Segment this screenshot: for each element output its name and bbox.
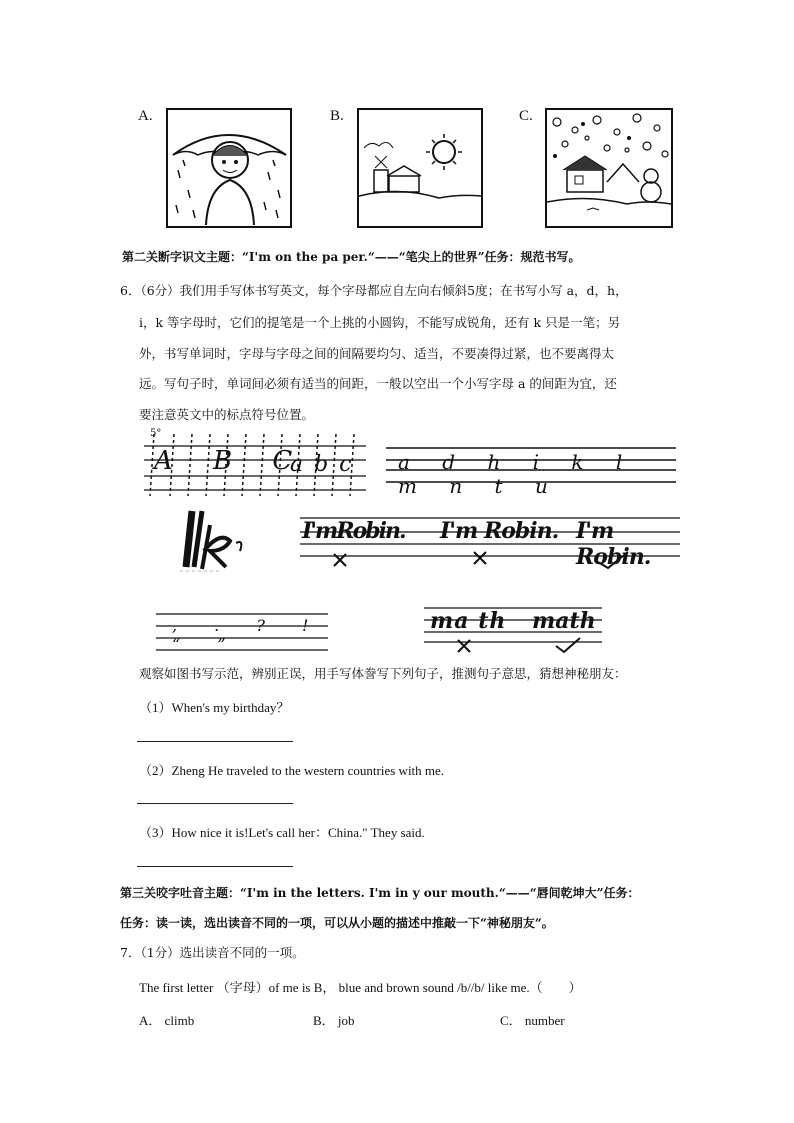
answer-line-1[interactable]	[137, 741, 293, 742]
k-stroke-sample	[180, 505, 252, 575]
capital-abc-text: A B C	[154, 446, 309, 476]
q6-line-1: 6．（6分）我们用手写体书写英文，每个字母都应自左向右倾斜5度；在书写小写 a，d，h，	[120, 283, 628, 298]
capital-letters-sample	[144, 428, 366, 498]
q6-sub1: （1）When's my birthday？	[139, 700, 290, 715]
q6-sub3: （3）How nice it is!Let's call her：China." They said.	[139, 825, 425, 840]
q7-stem: The first letter （字母）of me is B， blue and brown sound /b//b/ like me.（ ）	[139, 980, 582, 995]
math-correct: math	[532, 608, 596, 634]
lowercase-text: a d h i k l m n t u	[398, 450, 636, 498]
section3-heading: 第三关咬字吐音主题：“I'm in the letters. I'm in y our mouth.“——“唇间乾坤大”任务：	[120, 886, 640, 900]
option-a-label: A.	[138, 108, 153, 124]
robin-wrong-1: I'mRobin.	[302, 518, 405, 544]
punctuation-sample	[156, 612, 328, 652]
slant-angle-label: 5°	[150, 428, 162, 439]
snowy-house-drawing	[547, 110, 671, 226]
robin-sentence-sample	[300, 510, 680, 572]
answer-line-2[interactable]	[137, 803, 293, 804]
rain-picture	[166, 108, 292, 228]
sunny-picture	[357, 108, 483, 228]
section3-task: 任务：读一读，选出读音不同的一项，可以从小题的描述中推敲一下“神秘朋友“。	[120, 916, 554, 930]
q7-option-b[interactable]: B． job	[313, 1013, 355, 1028]
q6-line-5: 要注意英文中的标点符号位置。	[139, 407, 315, 422]
option-b-label: B.	[330, 108, 344, 124]
q6-instruction: 观察如图书写示范，辨别正误，用手写体誊写下列句子，推测句子意思，猜想神秘朋友：	[139, 666, 627, 681]
child-in-rain-drawing	[168, 110, 290, 226]
snowy-picture	[545, 108, 673, 228]
section2-heading: 第二关断字识文主题：“I'm on the pa per.“——“笔尖上的世界”任务：规范书写。	[122, 250, 581, 264]
q6-line-4: 远。写句子时，单词间必须有适当的间距，一般以空出一个小写字母 a 的间距为宜，还	[139, 376, 617, 391]
math-word-sample	[424, 604, 602, 656]
q6-sub2: （2）Zheng He traveled to the western countries with me.	[139, 763, 445, 778]
robin-wrong-2: I'm Robin.	[440, 518, 559, 544]
q6-line-2: i，k 等字母时，它们的提笔是一个上挑的小圆钩，不能写成锐角，还有 k 只是一笔；另	[139, 315, 621, 330]
punctuation-text: , . ? ! “ ”	[172, 616, 325, 654]
lowercase-letters-sample	[386, 444, 676, 498]
small-abc-text: a b c	[290, 452, 354, 477]
answer-line-3[interactable]	[137, 866, 293, 867]
sunny-house-drawing	[359, 110, 481, 226]
math-wrong: ma th	[430, 608, 507, 634]
k-stroke-drawing	[180, 505, 252, 575]
robin-correct: I'm Robin.	[576, 518, 651, 570]
q6-line-3: 外，书写单词时，字母与字母之间的间隔要均匀、适当，不要凑得过紧，也不要离得太	[139, 346, 615, 361]
q7-option-a[interactable]: A． climb	[139, 1013, 195, 1028]
q7-title: 7．（1分）选出读音不同的一项。	[120, 945, 305, 960]
q7-option-c[interactable]: C． number	[500, 1013, 565, 1028]
option-c-label: C.	[519, 108, 533, 124]
